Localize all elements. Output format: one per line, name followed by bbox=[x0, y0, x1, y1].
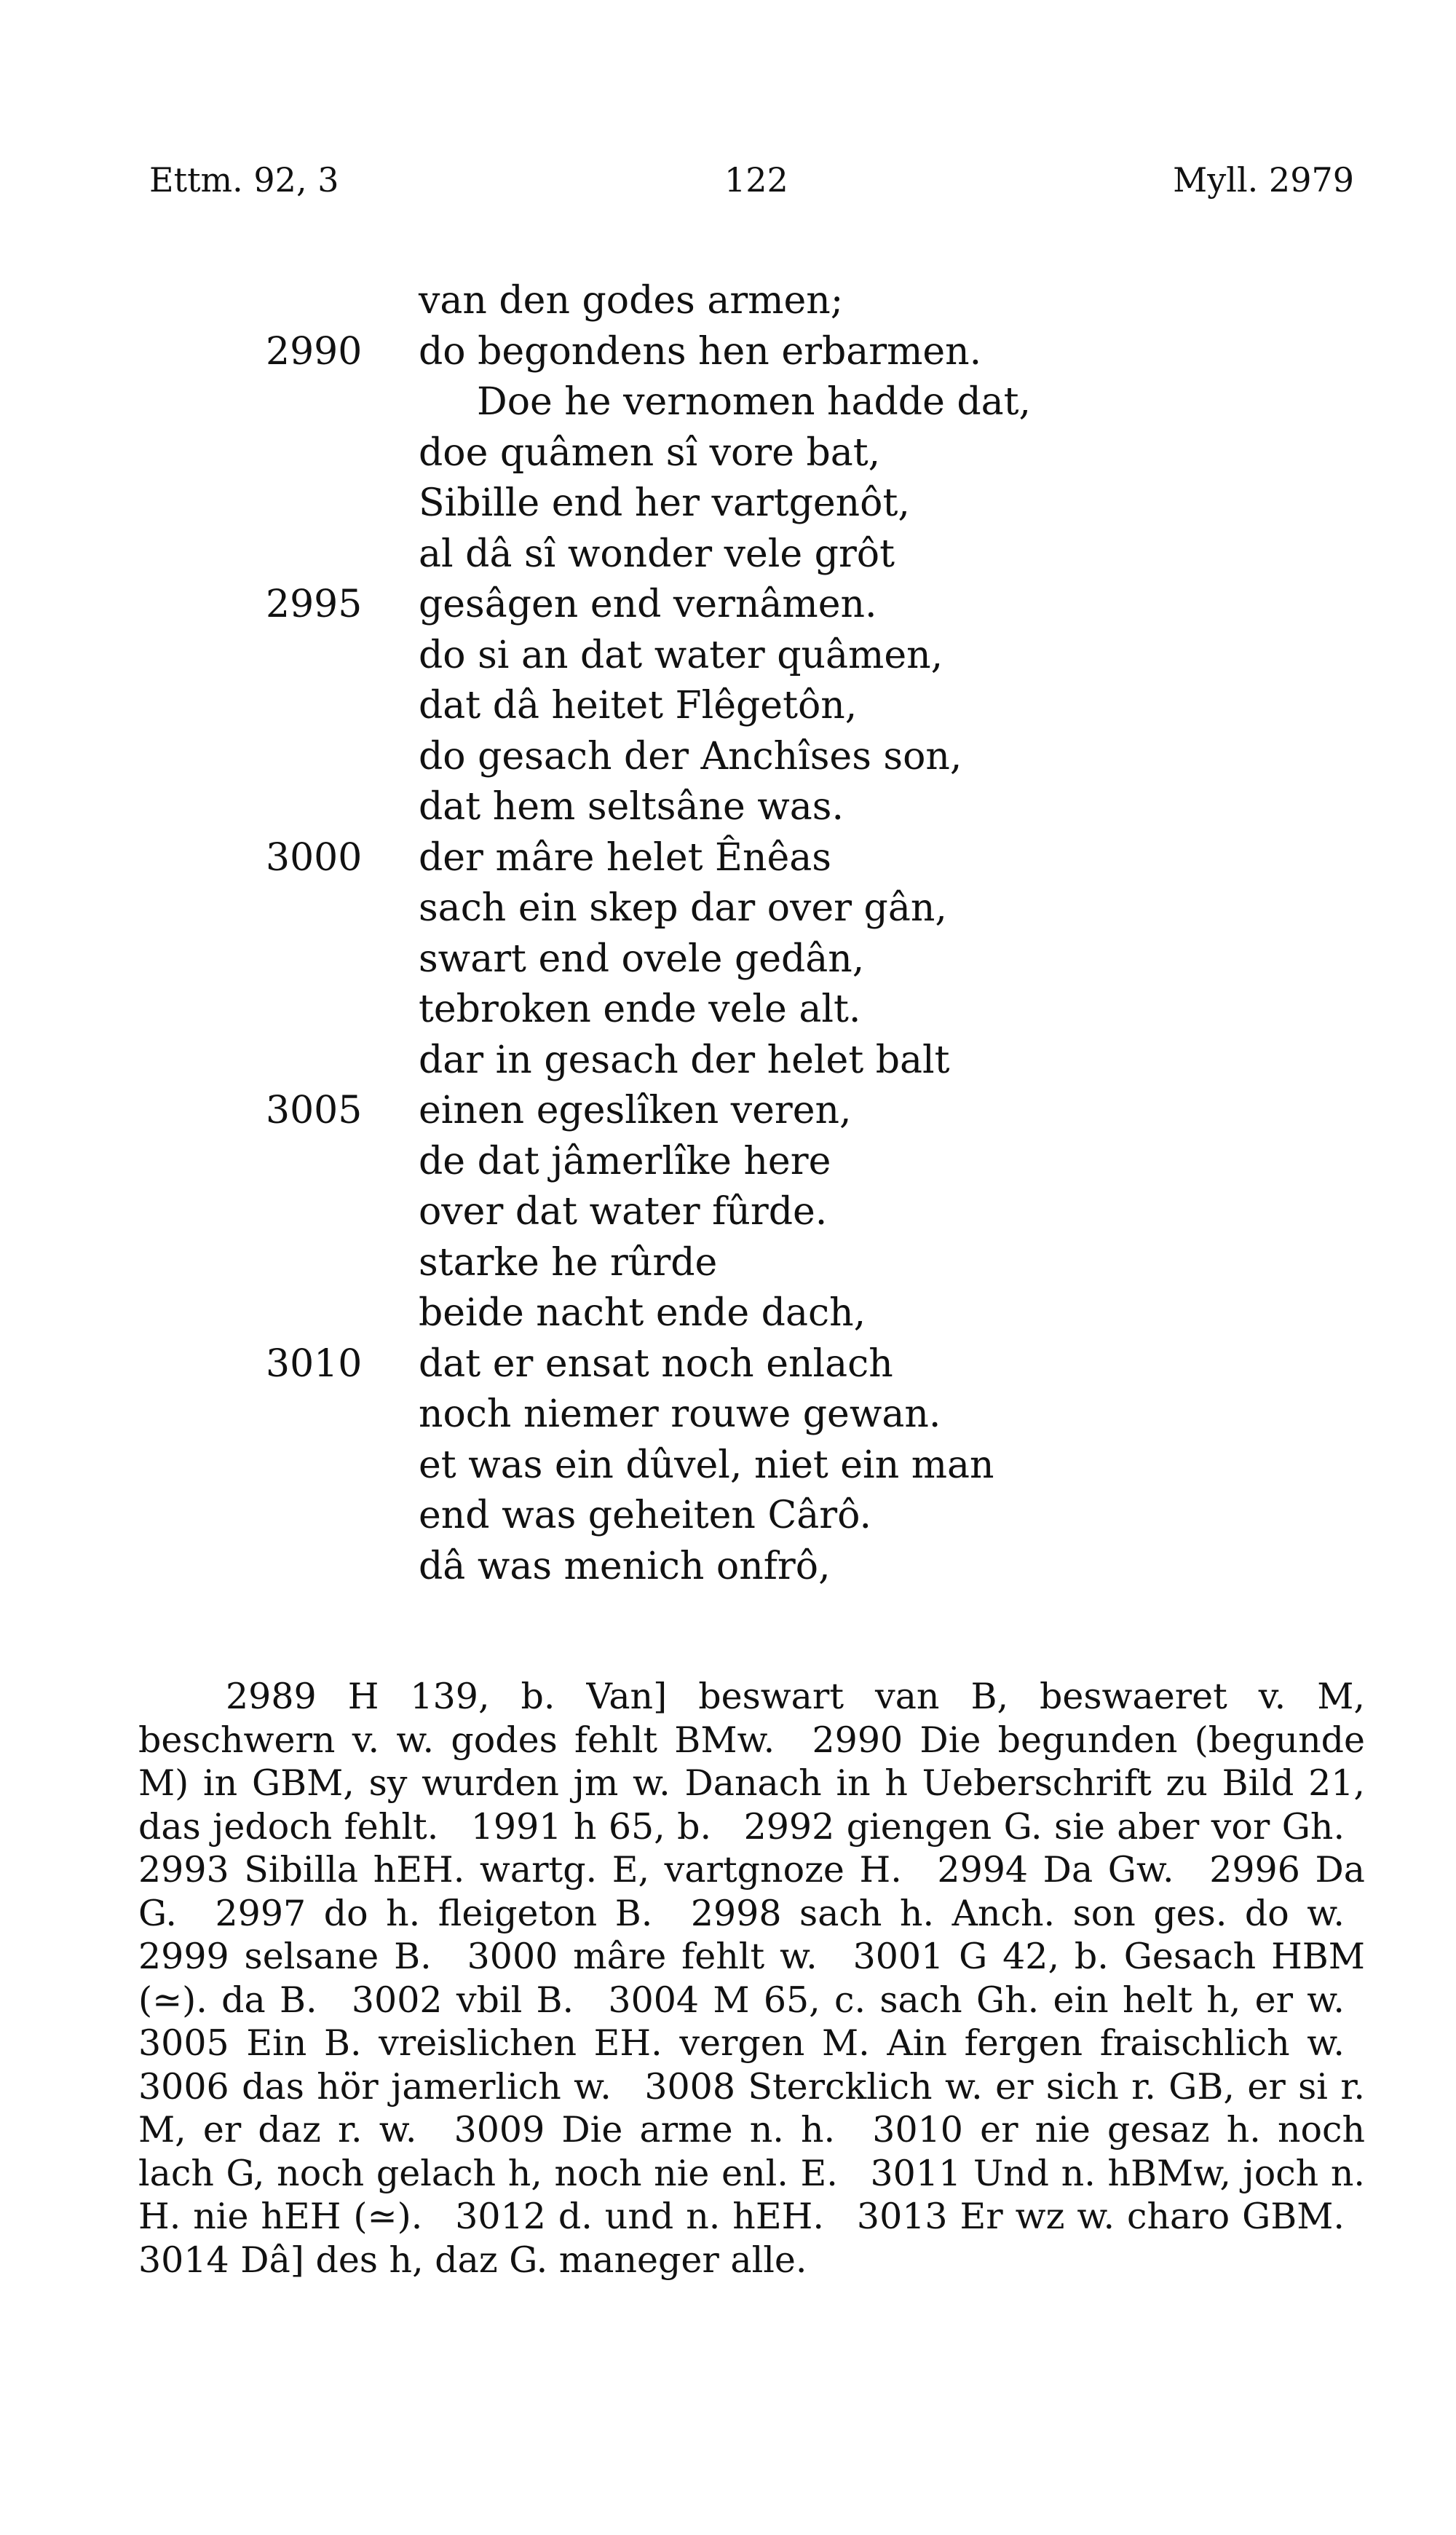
verse-text: dâ was menich onfrô, bbox=[419, 1544, 831, 1588]
verse-text: do gesach der Anchîses son, bbox=[419, 734, 962, 778]
verse-number: 2990 bbox=[266, 329, 363, 374]
verse-text: einen egeslîken veren, bbox=[419, 1089, 852, 1132]
verse-text: dat hem seltsâne was. bbox=[419, 785, 844, 829]
verse-line bbox=[0, 884, 1456, 935]
verse-line bbox=[0, 1340, 1456, 1391]
verse-text: van den godes armen; bbox=[419, 279, 844, 323]
apparatus-entry: 3000 mâre fehlt w. bbox=[467, 1936, 818, 1977]
verse-text: over dat water fûrde. bbox=[419, 1190, 828, 1234]
apparatus-entry: 2997 do h. fleigeton B. bbox=[215, 1892, 653, 1934]
apparatus-entry: 2990 Die begunden (begunde M) in GBM, sy wurden jm w. Danach in h Ueberschrift zu Bild 21, das jedoch fehlt. bbox=[138, 1719, 1366, 1848]
apparatus-entry: 2992 giengen G. sie aber vor Gh. bbox=[743, 1805, 1345, 1848]
apparatus-entry: 2996 Da G. bbox=[138, 1849, 1365, 1934]
apparatus-entry: 3009 Die arme n. h. bbox=[454, 2109, 836, 2150]
verse-text: dar in gesach der helet balt bbox=[419, 1038, 950, 1082]
verse-text: dat er ensat noch enlach bbox=[419, 1341, 893, 1386]
apparatus-entry: 3010 er nie gesaz h. noch lach G, noch gelach h, noch nie enl. E. bbox=[138, 2109, 1366, 2194]
verse-text: swart end ovele gedân, bbox=[419, 937, 865, 981]
apparatus-entry: 2994 Da Gw. bbox=[937, 1849, 1174, 1891]
verse-text: do si an dat water quâmen, bbox=[419, 633, 943, 677]
verse-line bbox=[0, 682, 1456, 733]
header-right-reference: Myll. 2979 bbox=[1173, 160, 1354, 200]
verse-text: starke he rûrde bbox=[419, 1240, 718, 1285]
verse-text: Doe he vernomen hadde dat, bbox=[477, 380, 1032, 424]
verse-line bbox=[0, 1239, 1456, 1290]
apparatus-entry: 3006 das hör jamerlich w. bbox=[138, 2065, 612, 2108]
verse-line bbox=[0, 1188, 1456, 1239]
verse-text: sach ein skep dar over gân, bbox=[419, 886, 947, 930]
apparatus-entry: 3008 Stercklich w. er sich r. GB, er si r. M, er daz r. w. bbox=[138, 2065, 1365, 2150]
page-header bbox=[0, 160, 1456, 211]
apparatus-entry: 3014 Dâ] des h, daz G. maneger alle. bbox=[138, 2239, 807, 2281]
apparatus-entry: 3001 G 42, b. Gesach HBM (≃). da B. bbox=[138, 1936, 1365, 2021]
verse-line bbox=[0, 834, 1456, 885]
header-left-reference: Ettm. 92, 3 bbox=[149, 160, 339, 200]
verse-number: 2995 bbox=[266, 583, 363, 626]
verse-text: do begondens hen erbarmen. bbox=[419, 329, 982, 374]
verse-number: 3010 bbox=[266, 1341, 363, 1386]
apparatus-paragraph bbox=[138, 1675, 1365, 2282]
verse-line bbox=[0, 277, 1456, 328]
verse-text: tebroken ende vele alt. bbox=[419, 987, 861, 1031]
verse-text-block bbox=[0, 277, 1456, 1593]
verse-text: et was ein dûvel, niet ein man bbox=[419, 1443, 994, 1487]
verse-line bbox=[0, 783, 1456, 834]
verse-text: doe quâmen sî vore bat, bbox=[419, 430, 881, 475]
apparatus-entry: 2998 sach h. Anch. son ges. do w. bbox=[690, 1892, 1345, 1934]
verse-line bbox=[0, 378, 1456, 429]
verse-line bbox=[0, 530, 1456, 581]
verse-text: gesâgen end vernâmen. bbox=[419, 583, 877, 626]
verse-line bbox=[0, 479, 1456, 530]
apparatus-entry: 1991 h 65, b. bbox=[470, 1805, 712, 1848]
verse-text: noch niemer rouwe gewan. bbox=[419, 1392, 941, 1436]
verse-line bbox=[0, 1087, 1456, 1138]
verse-line bbox=[0, 328, 1456, 379]
verse-text: end was geheiten Cârô. bbox=[419, 1494, 872, 1537]
verse-line bbox=[0, 1441, 1456, 1492]
apparatus-entry: 3011 Und n. hBMw, joch n. H. nie hEH (≃). bbox=[138, 2152, 1365, 2237]
apparatus-entry: 2999 selsane B. bbox=[138, 1936, 432, 1977]
verse-line bbox=[0, 985, 1456, 1036]
verse-text: beide nacht ende dach, bbox=[419, 1291, 866, 1335]
verse-line bbox=[0, 1542, 1456, 1593]
apparatus-entry: 2989 H 139, b. Van] beswart van B, beswaeret v. M, beschwern v. w. godes fehlt BMw. bbox=[138, 1676, 1365, 1761]
verse-line bbox=[0, 1491, 1456, 1542]
verse-line bbox=[0, 1138, 1456, 1188]
page-number: 122 bbox=[724, 160, 788, 200]
verse-line bbox=[0, 1390, 1456, 1441]
verse-line bbox=[0, 580, 1456, 631]
verse-text: de dat jâmerlîke here bbox=[419, 1139, 831, 1183]
verse-line bbox=[0, 1036, 1456, 1087]
verse-line bbox=[0, 733, 1456, 784]
verse-line bbox=[0, 935, 1456, 986]
critical-apparatus bbox=[138, 1675, 1365, 2282]
apparatus-entry: 3012 d. und n. hEH. bbox=[455, 2196, 824, 2237]
verse-text: Sibille end her vartgenôt, bbox=[419, 481, 910, 525]
apparatus-entry: 3004 M 65, c. sach Gh. ein helt h, er w. bbox=[608, 1979, 1345, 2021]
verse-number: 3000 bbox=[266, 835, 363, 880]
verse-line bbox=[0, 1289, 1456, 1340]
apparatus-entry: 2993 Sibilla hEH. wartg. E, vartgnoze H. bbox=[138, 1849, 902, 1891]
verse-line bbox=[0, 631, 1456, 682]
verse-line bbox=[0, 429, 1456, 480]
verse-text: al dâ sî wonder vele grôt bbox=[419, 532, 895, 576]
verse-text: dat dâ heitet Flêgetôn, bbox=[419, 684, 858, 728]
apparatus-entry: 3013 Er wz w. charo GBM. bbox=[856, 2196, 1345, 2237]
verse-number: 3005 bbox=[266, 1089, 363, 1132]
verse-text: der mâre helet Ênêas bbox=[419, 835, 831, 880]
apparatus-entry: 3002 vbil B. bbox=[351, 1979, 574, 2021]
apparatus-entry: 3005 Ein B. vreislichen EH. vergen M. Ain fergen fraischlich w. bbox=[138, 2022, 1345, 2064]
